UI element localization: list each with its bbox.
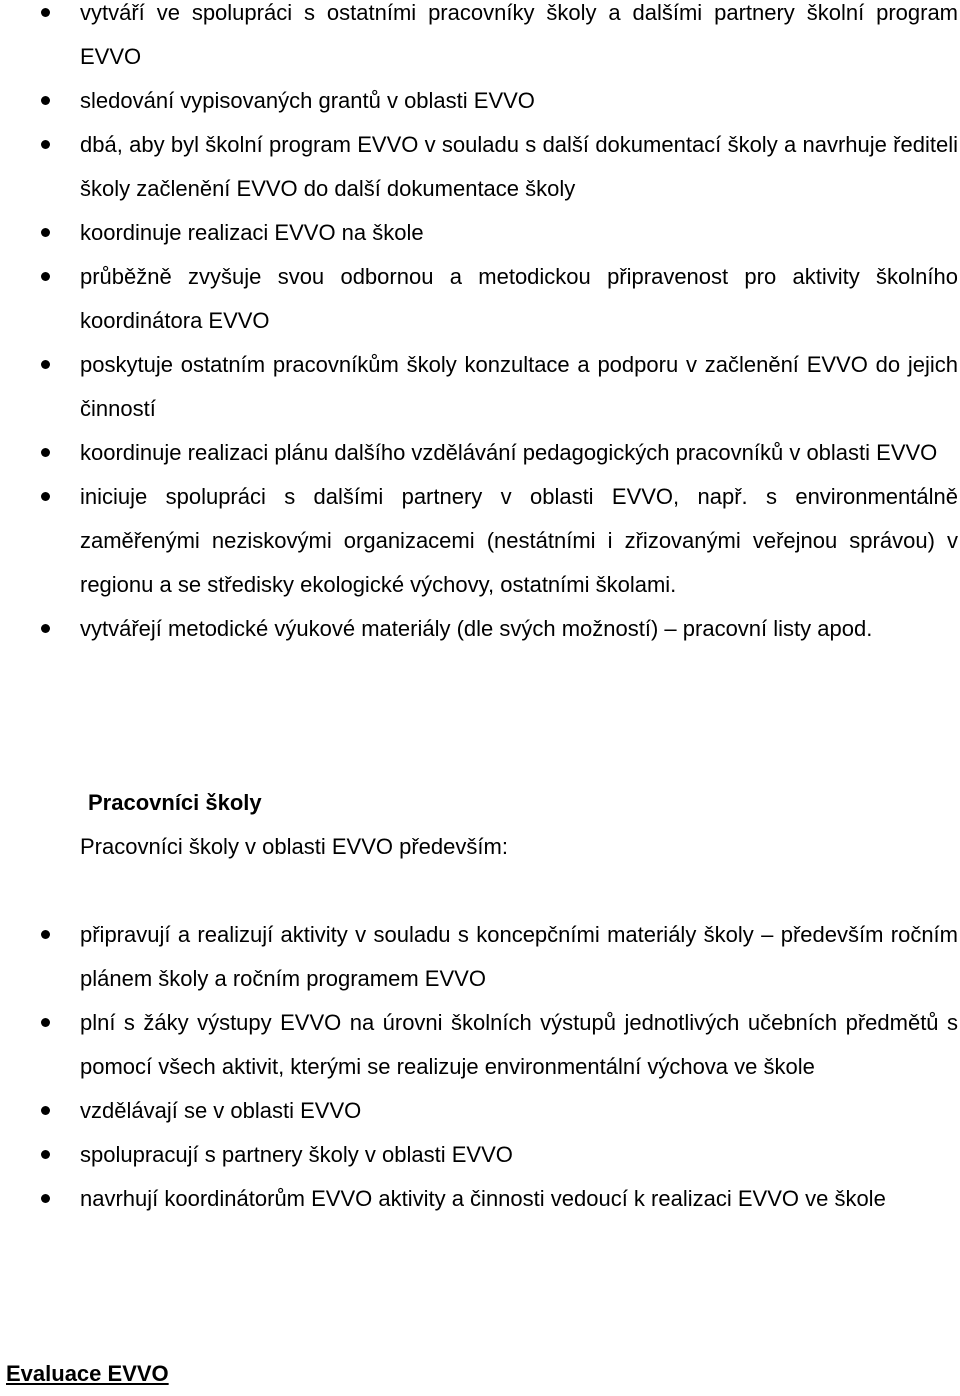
- staff-duties-list: [0, 913, 960, 1221]
- section-heading: Pracovníci školy: [88, 790, 262, 815]
- list-item: [0, 211, 960, 255]
- evaluation-heading: Evaluace EVVO: [6, 1361, 169, 1386]
- list-item-text: dbá, aby byl školní program EVVO v souladu s další dokumentací školy a navrhuje řediteli školy začlenění EVVO do další dokumentace školy: [80, 132, 958, 201]
- list-item: [0, 343, 960, 431]
- bullet-icon: [41, 228, 50, 237]
- list-item: [0, 475, 960, 607]
- list-item-text: vzdělávají se v oblasti EVVO: [80, 1098, 362, 1123]
- list-item: [0, 1089, 960, 1133]
- list-item: [0, 1177, 960, 1221]
- list-item-text: připravují a realizují aktivity v souladu s koncepčními materiály školy – především ročním plánem školy a ročním programem EVVO: [80, 922, 958, 991]
- coordinator-duties-list: [0, 0, 960, 651]
- list-item: [0, 1001, 960, 1089]
- list-item: [0, 123, 960, 211]
- bullet-icon: [41, 360, 50, 369]
- list-item: [0, 1133, 960, 1177]
- bullet-icon: [41, 140, 50, 149]
- list-item: [0, 607, 960, 651]
- list-item-text: vytváří ve spolupráci s ostatními pracovníky školy a dalšími partnery školní program EVVO: [80, 0, 958, 69]
- bullet-icon: [41, 492, 50, 501]
- list-item: [0, 431, 960, 475]
- bullet-icon: [41, 1194, 50, 1203]
- bullet-icon: [41, 448, 50, 457]
- list-item-text: spolupracují s partnery školy v oblasti EVVO: [80, 1142, 513, 1167]
- bullet-icon: [41, 96, 50, 105]
- list-item-text: iniciuje spolupráci s dalšími partnery v oblasti EVVO, např. s environmentálně zaměřenými neziskovými organizacemi (nestátními i zřizovanými veřejnou správou) v regionu a se středisky ekologické výchovy, ostatními školami.: [80, 484, 958, 597]
- list-item-text: sledování vypisovaných grantů v oblasti EVVO: [80, 88, 535, 113]
- list-item: [0, 0, 960, 79]
- bullet-icon: [41, 1150, 50, 1159]
- list-item-text: koordinuje realizaci plánu dalšího vzdělávání pedagogických pracovníků v oblasti EVVO: [80, 440, 938, 465]
- bullet-icon: [41, 8, 50, 17]
- list-item-text: navrhují koordinátorům EVVO aktivity a činnosti vedoucí k realizaci EVVO ve škole: [80, 1186, 886, 1211]
- list-item-text: koordinuje realizaci EVVO na škole: [80, 220, 424, 245]
- list-item: [0, 79, 960, 123]
- bullet-icon: [41, 930, 50, 939]
- bullet-icon: [41, 1106, 50, 1115]
- list-item-text: plní s žáky výstupy EVVO na úrovni školních výstupů jednotlivých učebních předmětů s pomocí všech aktivit, kterými se realizuje environmentální výchova ve škole: [80, 1010, 958, 1079]
- bullet-icon: [41, 272, 50, 281]
- list-item-text: průběžně zvyšuje svou odbornou a metodickou připravenost pro aktivity školního koordinátora EVVO: [80, 264, 958, 333]
- list-item: [0, 255, 960, 343]
- section-intro: Pracovníci školy v oblasti EVVO především:: [80, 834, 508, 859]
- list-item-text: vytvářejí metodické výukové materiály (dle svých možností) – pracovní listy apod.: [80, 616, 873, 641]
- list-item-text: poskytuje ostatním pracovníkům školy konzultace a podporu v začlenění EVVO do jejich činností: [80, 352, 958, 421]
- bullet-icon: [41, 624, 50, 633]
- bullet-icon: [41, 1018, 50, 1027]
- list-item: [0, 913, 960, 1001]
